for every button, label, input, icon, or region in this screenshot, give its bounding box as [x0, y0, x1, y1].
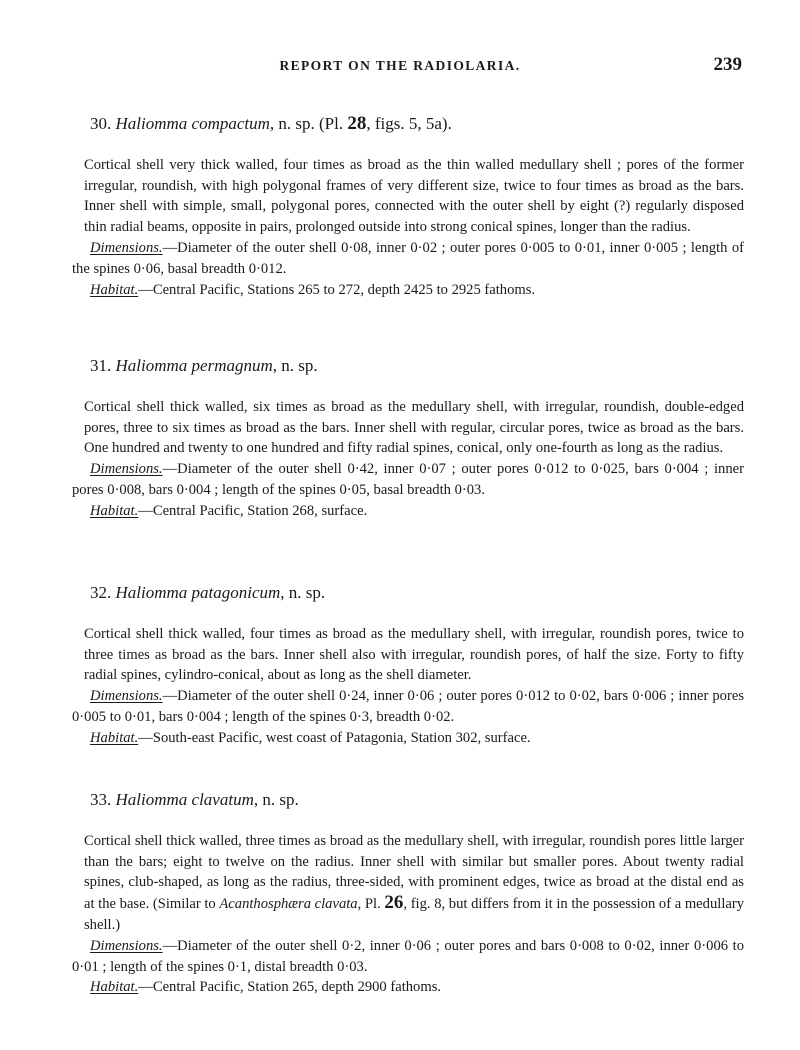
dimensions-label: Dimensions.: [90, 461, 163, 478]
figure-reference: , figs. 5, 5a).: [366, 114, 452, 133]
dimensions-label: Dimensions.: [90, 688, 163, 705]
species-suffix: , n. sp.: [272, 356, 318, 375]
habitat-text: —Central Pacific, Station 268, surface.: [138, 502, 368, 519]
dimensions-label: Dimensions.: [90, 937, 163, 954]
habitat-text: —South-east Pacific, west coast of Patagonia, Station 302, surface.: [138, 729, 531, 746]
dimensions-paragraph: [72, 238, 744, 280]
running-title: REPORT ON THE RADIOLARIA.: [279, 58, 521, 73]
species-entry-30: [72, 113, 744, 300]
species-name: Haliomma compactum: [115, 114, 270, 133]
species-number: 33.: [90, 790, 112, 809]
dimensions-paragraph: [72, 459, 744, 501]
species-heading: [90, 790, 744, 811]
species-heading: [90, 583, 744, 604]
habitat-paragraph: [72, 728, 744, 749]
dimensions-text: —Diameter of the outer shell 0·42, inner 0·07 ; outer pores 0·012 to 0·025, bars 0·004 ; inner pores 0·008, bars 0·004 ; length of the spines 0·05, basal breadth 0·03.: [72, 461, 744, 498]
habitat-label: Habitat.: [90, 729, 139, 746]
species-heading: [90, 114, 744, 135]
dimensions-label: Dimensions.: [90, 239, 163, 256]
plate-number: 28: [347, 113, 367, 134]
dimensions-paragraph: [72, 936, 744, 978]
habitat-label: Habitat.: [90, 502, 139, 519]
species-number: 30.: [90, 114, 112, 133]
description-part: , Pl.: [357, 896, 385, 913]
species-name: Haliomma patagonicum: [115, 583, 281, 602]
species-suffix: , n. sp.: [253, 790, 299, 809]
dimensions-text: —Diameter of the outer shell 0·08, inner 0·02 ; outer pores 0·005 to 0·01, inner 0·005 ; length of the spines 0·06, basal breadth 0·012.: [72, 239, 744, 277]
habitat-label: Habitat.: [90, 281, 139, 298]
habitat-text: —Central Pacific, Stations 265 to 272, depth 2425 to 2925 fathoms.: [138, 281, 536, 298]
species-number: 31.: [90, 356, 112, 375]
habitat-label: Habitat.: [90, 979, 139, 996]
page-header: [0, 54, 800, 82]
species-description: Cortical shell thick walled, six times as broad as the medullary shell, with irregular, roundish, double-edged pores, three to six times as broad as the bars. Inner shell with regular, circular pores, twice as broad as the bars. One hundred and twenty to one hundred and fifty radial spines, conical, only one-fourth as long as the radius.: [84, 398, 744, 457]
species-entry-33: [72, 790, 745, 998]
species-description: Cortical shell thick walled, four times as broad as the medullary shell, with irregular, roundish pores, twice to three times as broad as the bars. Inner shell also with irregular, roundish pores, of half the size. Forty to fifty radial spines, cylindro-conical, about as long as the shell diameter.: [84, 625, 744, 684]
species-suffix: , n. sp.: [280, 583, 326, 602]
description-part: , fig. 8, but differs from it in the possession of a medullary shell.): [84, 896, 745, 933]
dimensions-paragraph: [72, 686, 744, 728]
species-number: 32.: [90, 583, 112, 602]
species-name: Haliomma permagnum: [115, 356, 273, 375]
related-species-name: Acanthosphæra clavata: [219, 896, 358, 913]
species-entry-32: [72, 583, 744, 749]
plate-number: 26: [384, 892, 404, 914]
habitat-paragraph: [72, 280, 744, 301]
page-number: 239: [713, 54, 742, 75]
species-heading: [90, 356, 744, 377]
dimensions-text: —Diameter of the outer shell 0·24, inner 0·06 ; outer pores 0·012 to 0·02, bars 0·006 ; inner pores 0·005 to 0·01, bars 0·004 ; length of the spines 0·3, breadth 0·02.: [72, 688, 744, 725]
habitat-paragraph: [72, 501, 744, 522]
species-description: Cortical shell very thick walled, four times as broad as the thin walled medullary shell ; pores of the former irregular, roundish, with high polygonal frames of very different size, twice to four times as broad as the bars. Inner shell with simple, small, polygonal pores, connected with the outer shell by eight (?) regularly disposed thin radial beams, opposite in pairs, prolonged outside into strong conical spines, longer than the radius.: [84, 156, 744, 236]
species-entry-31: [72, 356, 744, 522]
habitat-paragraph: [72, 977, 744, 998]
habitat-text: —Central Pacific, Station 265, depth 2900 fathoms.: [138, 979, 442, 996]
species-suffix: , n. sp. (Pl.: [269, 114, 348, 133]
description-part: Cortical shell thick walled, three times as broad as the medullary shell, with irregular, roundish pores little larger than the bars; eight to twelve on the radius. Inner shell with similar but smaller pores. About twenty radial spines, club-shaped, as long as the radius, three-sided, with prominent edges, twice as broad at the distal end as at the base. (Similar to: [84, 832, 744, 913]
dimensions-text: —Diameter of the outer shell 0·2, inner 0·06 ; outer pores and bars 0·008 to 0·02, inner 0·006 to 0·01 ; length of the spines 0·1, distal breadth 0·03.: [72, 937, 744, 975]
species-name: Haliomma clavatum: [115, 790, 254, 809]
species-description: [84, 831, 744, 936]
